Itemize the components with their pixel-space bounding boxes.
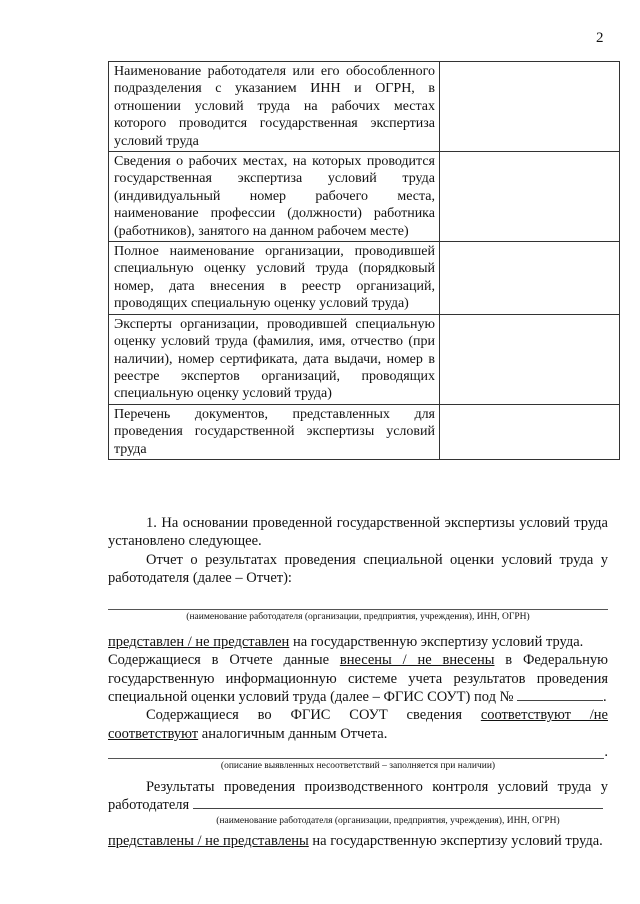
row-value-organization[interactable] <box>440 242 620 315</box>
row-value-employer[interactable] <box>440 62 620 152</box>
paragraph-fgis-match <box>108 706 608 743</box>
row-value-documents[interactable] <box>440 404 620 459</box>
table-row <box>109 404 620 459</box>
employer-name-line[interactable] <box>108 597 608 610</box>
match-text-a: Содержащиеся во ФГИС СОУТ сведения <box>146 707 481 724</box>
table-row <box>109 242 620 315</box>
table-row <box>109 152 620 242</box>
results-submitted-option: представлены / не представлены <box>108 832 309 849</box>
row-label-employer: Наименование работодателя или его обособленного подразделения с указанием ИНН и ОГРН, в отношении условий труда на рабочих местах которого проводится государственная экспертиза условий труда <box>109 62 440 152</box>
paragraph-report: Отчет о результатах проведения специальной оценки условий труда у работодателя (далее – Отчет): <box>108 551 608 586</box>
row-label-workplaces: Сведения о рабочих местах, на которых проводится государственная экспертиза условий труда (индивидуальный номер рабочего места, наименование профессии (должности) работника (работников), занятого на данном рабочем месте) <box>109 152 440 242</box>
fgis-text-end: . <box>603 689 607 706</box>
paragraph-production-control <box>108 778 608 815</box>
fgis-text-a: Содержащиеся в Отчете данные <box>108 652 340 669</box>
submitted-option: представлен / не представлен <box>108 634 290 651</box>
match-text-b: аналогичным данным Отчета. <box>198 725 388 742</box>
production-employer-field[interactable] <box>193 796 603 809</box>
row-label-experts: Эксперты организации, проводившей специальную оценку условий труда (фамилия, имя, отчество (при наличии), номер сертификата, дата выдачи, номер в реестре экспертов организаций, проводящих специальную оценку условий труда) <box>109 314 440 404</box>
row-value-workplaces[interactable] <box>440 152 620 242</box>
table-row <box>109 62 620 152</box>
row-value-experts[interactable] <box>440 314 620 404</box>
table-row <box>109 314 620 404</box>
production-employer-caption: (наименование работодателя (организации, предприятия, учреждения), ИНН, ОГРН) <box>216 815 560 826</box>
results-submitted-text: на государственную экспертизу условий труда. <box>308 832 603 849</box>
discrepancies-dot: . <box>604 743 608 760</box>
discrepancies-caption: (описание выявленных несоответствий – заполняется при наличии) <box>220 760 496 771</box>
discrepancies-line[interactable] <box>108 746 604 759</box>
employer-name-caption: (наименование работодателя (организации, предприятия, учреждения), ИНН, ОГРН) <box>186 612 530 623</box>
entered-option: внесены / не внесены <box>339 652 495 669</box>
match-option: соответствуют /не соответствуют <box>108 707 608 742</box>
row-label-documents: Перечень документов, представленных для проведения государственной экспертизы условий труда <box>109 404 440 459</box>
paragraph-report-submitted <box>108 633 608 651</box>
expertise-info-table <box>108 61 620 460</box>
row-label-organization: Полное наименование организации, проводившей специальную оценку условий труда (порядковый номер, дата внесения в реестр организаций, проводящих специальную оценку условий труда) <box>109 242 440 315</box>
production-control-text: Результаты проведения производственного контроля условий труда у работодателя <box>108 778 608 814</box>
paragraph-findings: 1. На основании проведенной государственной экспертизы условий труда установлено следующее. <box>108 515 608 550</box>
fgis-text-b: в Федеральную государственную информационную системе учета результатов проведения специальной оценки условий труда (далее – ФГИС СОУТ) под № <box>108 652 608 706</box>
submitted-text: на государственную экспертизу условий труда. <box>289 634 584 651</box>
fgis-number-field[interactable] <box>517 688 603 701</box>
paragraph-results-submitted <box>108 832 608 850</box>
discrepancies-row <box>108 745 608 759</box>
document-body <box>108 514 608 850</box>
paragraph-fgis-entry <box>108 651 608 706</box>
page-number: 2 <box>596 30 604 46</box>
